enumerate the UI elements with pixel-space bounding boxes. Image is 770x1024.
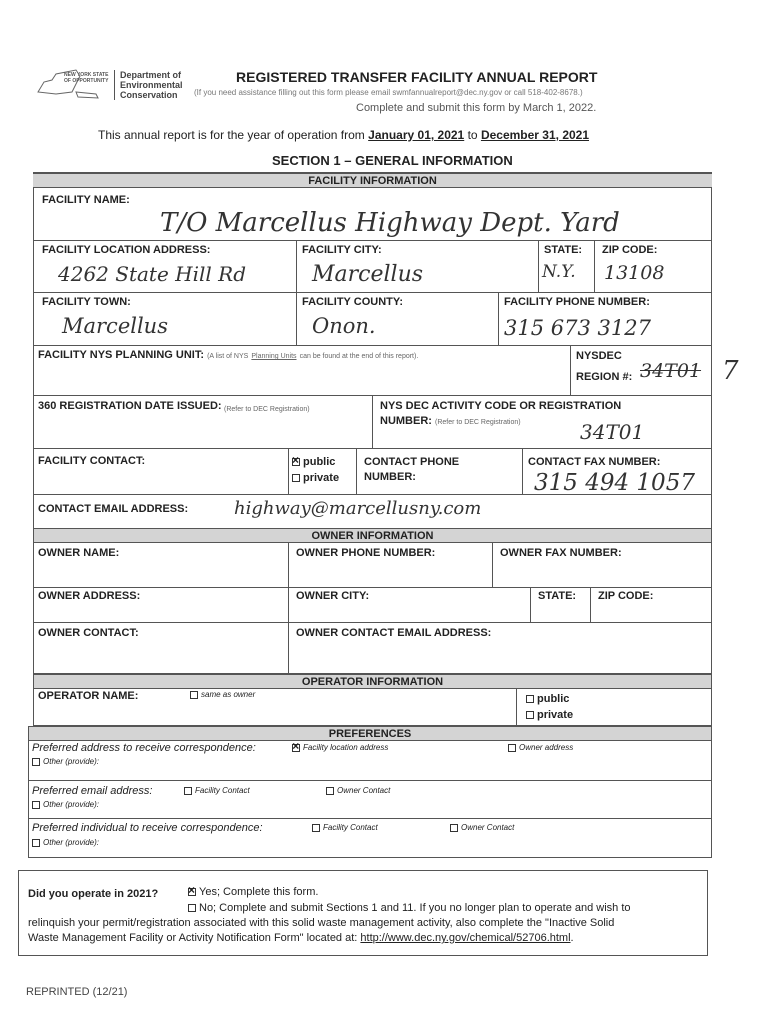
pref-indiv-facility-checkbox[interactable] xyxy=(312,824,320,832)
divider xyxy=(296,292,297,345)
corr-other-label: Other (provide): xyxy=(43,757,100,766)
facility-town-label: FACILITY TOWN: xyxy=(42,296,131,308)
planning-note-b: can be found at the end of this report). xyxy=(299,353,419,360)
planning-unit-label xyxy=(38,349,418,361)
region-label-2: REGION #: xyxy=(576,371,633,383)
planning-note-a: (A list of NYS xyxy=(207,353,249,360)
pref-indiv-opt-owner[interactable] xyxy=(450,823,514,832)
pref-indiv-owner-checkbox[interactable] xyxy=(450,824,458,832)
operate-no-period: . xyxy=(570,932,574,944)
operator-private-option[interactable] xyxy=(526,709,573,721)
dept-line-3: Conservation xyxy=(120,90,178,100)
pref-email-other-checkbox[interactable] xyxy=(32,801,40,809)
facility-city-label: FACILITY CITY: xyxy=(302,244,382,256)
divider xyxy=(372,395,373,448)
divider xyxy=(530,587,531,622)
year-prefix: This annual report is for the year of operation from xyxy=(98,128,365,142)
divider xyxy=(33,622,712,623)
corr-other[interactable] xyxy=(32,757,99,766)
email-value[interactable]: highway@marcellusny.com xyxy=(234,498,482,519)
activity-label-2 xyxy=(380,415,521,427)
fax-value[interactable]: 315 494 1057 xyxy=(534,470,695,496)
owner-fax-label: OWNER FAX NUMBER: xyxy=(500,547,622,559)
private-label: private xyxy=(303,472,340,484)
year-to-word: to xyxy=(467,128,478,142)
divider xyxy=(590,587,591,622)
logo-divider xyxy=(114,70,115,100)
owner-email-label: OWNER CONTACT EMAIL ADDRESS: xyxy=(296,627,492,639)
pref-indiv-opt2-label: Owner Contact xyxy=(461,823,515,832)
preferences-band: PREFERENCES xyxy=(28,726,712,741)
pref-indiv-opt1-label: Facility Contact xyxy=(323,823,378,832)
facility-city-value[interactable]: Marcellus xyxy=(312,262,424,287)
facility-town-value[interactable]: Marcellus xyxy=(62,314,168,338)
operate-question: Did you operate in 2021? xyxy=(28,888,159,900)
operate-no-line-3 xyxy=(28,932,574,944)
divider xyxy=(28,780,712,781)
dept-line-1: Department of xyxy=(120,70,182,80)
facility-contact-label: FACILITY CONTACT: xyxy=(38,455,146,467)
facility-county-value[interactable]: Onon. xyxy=(312,314,376,338)
divider xyxy=(33,494,712,495)
pref-email-label: Preferred email address: xyxy=(32,785,153,797)
owner-state-label: STATE: xyxy=(538,590,577,602)
divider xyxy=(296,240,297,292)
dept-name xyxy=(120,70,183,100)
owner-city-label: OWNER CITY: xyxy=(296,590,370,602)
divider xyxy=(516,689,517,726)
pref-email-other[interactable] xyxy=(32,800,99,809)
public-label: public xyxy=(303,456,336,468)
assist-note: (If you need assistance filling out this form please email swmfannualreport@dec.ny.gov or call 518-402-8678.) xyxy=(194,88,583,97)
divider xyxy=(28,818,712,819)
region-value[interactable]: 34T01 xyxy=(640,360,702,382)
pref-email-opt-facility[interactable] xyxy=(184,786,250,795)
year-from: January 01, 2021 xyxy=(368,128,465,142)
divider xyxy=(33,292,712,293)
divider xyxy=(356,448,357,494)
year-to: December 31, 2021 xyxy=(480,128,590,142)
divider xyxy=(288,543,289,674)
divider xyxy=(33,448,712,449)
fax-label: CONTACT FAX NUMBER: xyxy=(528,456,661,468)
same-as-owner-checkbox[interactable] xyxy=(190,691,198,699)
owner-address-label: OWNER ADDRESS: xyxy=(38,590,141,602)
operate-no-checkbox[interactable] xyxy=(188,904,196,912)
facility-address-value[interactable]: 4262 State Hill Rd xyxy=(58,262,246,286)
owner-band: OWNER INFORMATION xyxy=(33,528,712,543)
email-label: CONTACT EMAIL ADDRESS: xyxy=(38,503,189,515)
owner-contact-label: OWNER CONTACT: xyxy=(38,627,139,639)
deadline-note: Complete and submit this form by March 1, 2022. xyxy=(356,102,597,114)
pref-email-opt2-label: Owner Contact xyxy=(337,786,391,795)
operator-public-checkbox[interactable] xyxy=(526,695,534,703)
planning-units-link[interactable]: Planning Units xyxy=(251,353,297,360)
operator-private-label: private xyxy=(537,709,574,721)
private-option[interactable] xyxy=(292,472,339,484)
operate-no[interactable] xyxy=(188,902,631,914)
operate-no-line-2: relinquish your permit/registration associated with this solid waste management activity, also complete the "Inactive Solid xyxy=(28,917,615,929)
logo-text: NEW YORK STATE OF OPPORTUNITY xyxy=(64,72,109,84)
operator-private-checkbox[interactable] xyxy=(526,711,534,719)
facility-phone-label: FACILITY PHONE NUMBER: xyxy=(504,296,650,308)
operate-yes-checkbox[interactable] xyxy=(188,888,196,896)
divider xyxy=(570,345,571,395)
pref-email-facility-checkbox[interactable] xyxy=(184,787,192,795)
nys-logo xyxy=(36,66,116,100)
divider xyxy=(594,240,595,292)
divider xyxy=(522,448,523,494)
pref-email-owner-checkbox[interactable] xyxy=(326,787,334,795)
region-extra: 7 xyxy=(722,356,739,386)
facility-state-label: STATE: xyxy=(544,244,583,256)
pref-indiv-other[interactable] xyxy=(32,838,99,847)
pref-indiv-other-label: Other (provide): xyxy=(43,838,100,847)
year-line xyxy=(98,128,589,142)
contact-phone-label-1: CONTACT PHONE xyxy=(364,456,460,468)
facility-zip-label: ZIP CODE: xyxy=(602,244,658,256)
reg-date-label: 360 REGISTRATION DATE ISSUED: xyxy=(38,400,222,412)
facility-state-value[interactable]: N.Y. xyxy=(542,262,576,282)
activity-number-label: NUMBER: xyxy=(380,415,432,427)
operator-band: OPERATOR INFORMATION xyxy=(33,674,712,689)
facility-name-label: FACILITY NAME: xyxy=(42,194,130,206)
owner-name-label: OWNER NAME: xyxy=(38,547,120,559)
corr-opt-facility[interactable] xyxy=(292,743,388,752)
divider xyxy=(538,240,539,292)
divider xyxy=(33,345,712,346)
operator-name-label: OPERATOR NAME: xyxy=(38,690,139,702)
facility-phone-value[interactable]: 315 673 3127 xyxy=(504,316,651,340)
report-title: REGISTERED TRANSFER FACILITY ANNUAL REPORT xyxy=(236,69,598,85)
facility-band: FACILITY INFORMATION xyxy=(33,173,712,188)
region-label-1: NYSDEC xyxy=(576,350,622,362)
pref-indiv-label: Preferred individual to receive correspondence: xyxy=(32,822,263,834)
private-checkbox[interactable] xyxy=(292,474,300,482)
pref-email-opt-owner[interactable] xyxy=(326,786,390,795)
public-checkbox[interactable] xyxy=(292,458,300,466)
pref-email-opt1-label: Facility Contact xyxy=(195,786,250,795)
corr-opt2-label: Owner address xyxy=(519,743,574,752)
public-option[interactable] xyxy=(292,456,335,468)
operator-public-label: public xyxy=(537,693,570,705)
facility-address-label: FACILITY LOCATION ADDRESS: xyxy=(42,244,211,256)
planning-unit-title: FACILITY NYS PLANNING UNIT: xyxy=(38,349,205,361)
owner-zip-label: ZIP CODE: xyxy=(598,590,654,602)
divider xyxy=(492,543,493,587)
divider xyxy=(288,448,289,494)
activity-label-1: NYS DEC ACTIVITY CODE OR REGISTRATION xyxy=(380,400,622,412)
operate-no-text-3: Waste Management Facility or Activity Notification Form" located at: xyxy=(28,932,358,944)
facility-name-value[interactable]: T/O Marcellus Highway Dept. Yard xyxy=(160,208,620,238)
inactive-form-link[interactable]: http://www.dec.ny.gov/chemical/52706.html xyxy=(360,932,571,944)
same-as-owner-option[interactable] xyxy=(190,690,255,699)
operator-public-option[interactable] xyxy=(526,693,569,705)
owner-phone-label: OWNER PHONE NUMBER: xyxy=(296,547,436,559)
reg-date-note: (Refer to DEC Registration) xyxy=(224,406,310,413)
corr-opt-owner[interactable] xyxy=(508,743,573,752)
corr-facility-checkbox[interactable] xyxy=(292,744,300,752)
activity-value[interactable]: 34T01 xyxy=(580,420,645,444)
contact-phone-label-2: NUMBER: xyxy=(364,471,416,483)
operate-yes[interactable] xyxy=(188,886,318,898)
reprinted-note: REPRINTED (12/21) xyxy=(26,986,128,998)
divider xyxy=(498,292,499,345)
activity-note: (Refer to DEC Registration) xyxy=(435,419,521,426)
pref-indiv-opt-facility[interactable] xyxy=(312,823,378,832)
same-as-owner-label: same as owner xyxy=(201,690,256,699)
dept-line-2: Environmental xyxy=(120,80,183,90)
pref-indiv-other-checkbox[interactable] xyxy=(32,839,40,847)
operate-no-label-1: No; Complete and submit Sections 1 and 11. If you no longer plan to operate and wish to xyxy=(199,902,631,914)
facility-zip-value[interactable]: 13108 xyxy=(604,262,665,284)
corr-label: Preferred address to receive correspondence: xyxy=(32,742,256,754)
corr-other-checkbox[interactable] xyxy=(32,758,40,766)
operate-yes-label: Yes; Complete this form. xyxy=(199,886,319,898)
corr-opt1-label: Facility location address xyxy=(303,743,389,752)
pref-email-other-label: Other (provide): xyxy=(43,800,100,809)
divider xyxy=(33,587,712,588)
corr-owner-checkbox[interactable] xyxy=(508,744,516,752)
facility-county-label: FACILITY COUNTY: xyxy=(302,296,404,308)
divider xyxy=(33,240,712,241)
section-title: SECTION 1 – GENERAL INFORMATION xyxy=(272,153,513,168)
